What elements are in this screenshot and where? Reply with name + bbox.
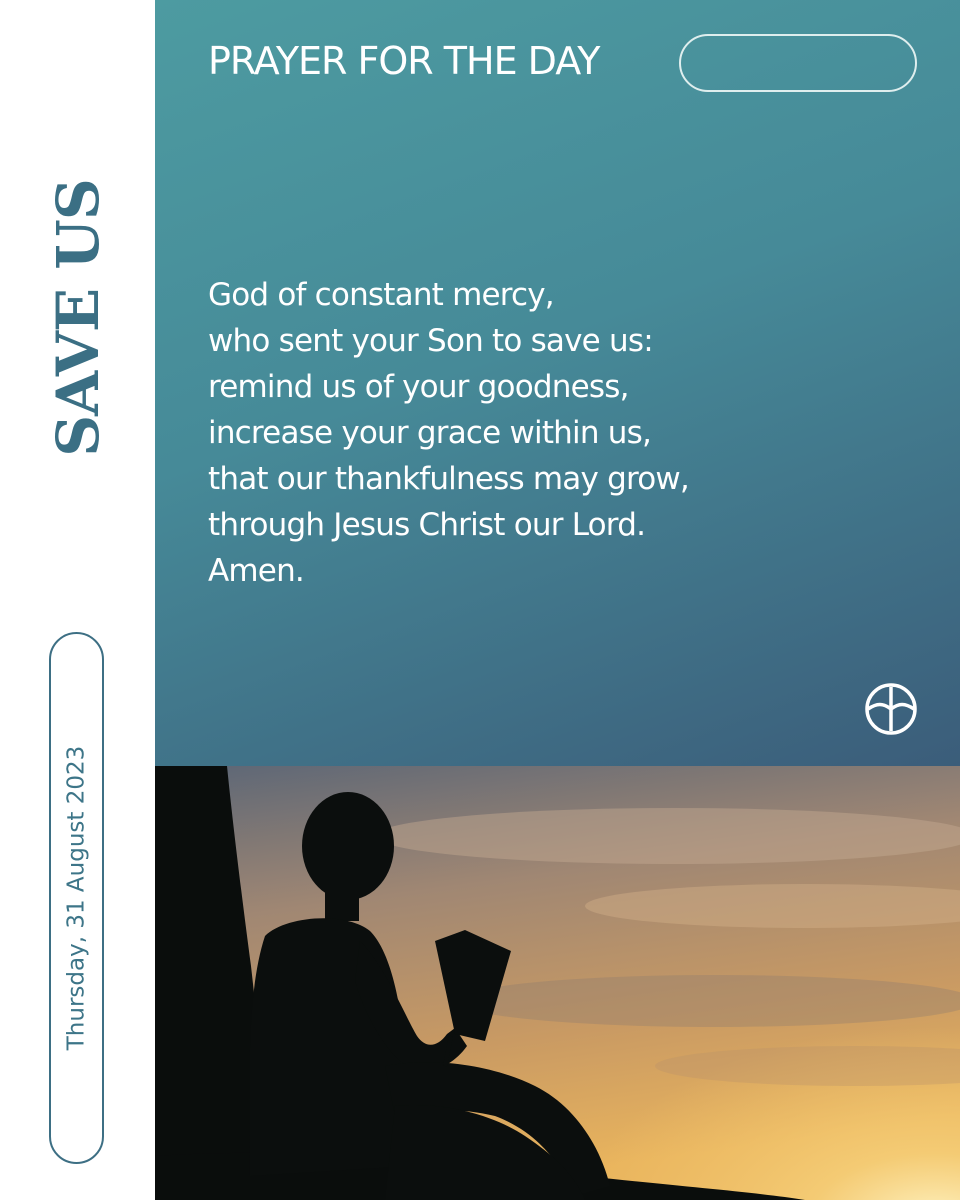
date-pill — [49, 632, 104, 1164]
prayer-line: Amen. — [208, 553, 304, 589]
page-title: PRAYER FOR THE DAY — [208, 39, 600, 83]
sidebar — [0, 0, 155, 1200]
date-label: Thursday, 31 August 2023 — [63, 745, 89, 1051]
header-pill — [679, 34, 917, 92]
prayer-line: God of constant mercy, — [208, 277, 554, 313]
prayer-line: that our thankfulness may grow, — [208, 461, 689, 497]
prayer-line: remind us of your goodness, — [208, 369, 629, 405]
prayer-text — [208, 272, 908, 594]
prayer-line: increase your grace within us, — [208, 415, 651, 451]
sunset-photo — [155, 766, 960, 1200]
prayer-line: who sent your Son to save us: — [208, 323, 653, 359]
sidebar-title: SAVE US — [44, 179, 112, 457]
prayer-line: through Jesus Christ our Lord. — [208, 507, 646, 543]
prayer-panel — [155, 0, 960, 766]
church-of-england-logo-icon — [863, 681, 919, 737]
